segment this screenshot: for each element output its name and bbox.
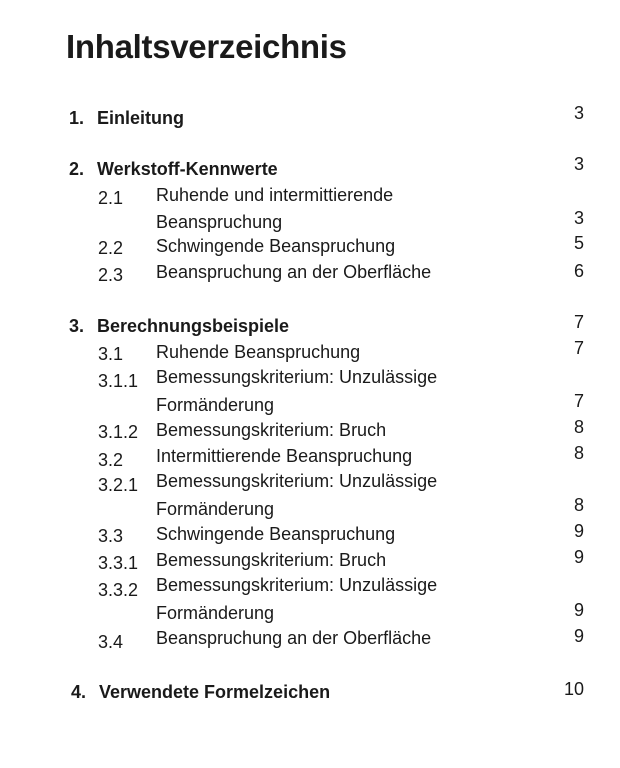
toc-page-number: 9 xyxy=(573,600,584,620)
toc-number: 2.1 xyxy=(98,188,124,208)
toc-page-number: 9 xyxy=(573,626,584,646)
toc-number: 3.4 xyxy=(98,632,124,652)
toc-text: Schwingende Beanspruchung xyxy=(156,524,396,544)
toc-section xyxy=(0,366,620,415)
toc-page-number: 3 xyxy=(573,154,584,174)
toc-section xyxy=(0,235,620,261)
toc-page-number: 8 xyxy=(573,417,584,437)
toc-number: 3.1 xyxy=(98,344,124,364)
toc-section xyxy=(0,574,620,623)
toc-page-number: 9 xyxy=(573,521,584,541)
toc-chapter xyxy=(0,154,620,184)
toc-text: Bemessungskriterium: Unzulässige xyxy=(156,471,438,491)
toc-text: Beanspruchung an der Oberfläche xyxy=(156,262,432,282)
toc-number: 3. xyxy=(69,316,85,336)
toc-page-number: 7 xyxy=(573,312,584,332)
toc-section xyxy=(0,184,620,232)
toc-number: 3.2.1 xyxy=(98,475,139,495)
toc-text: Bemessungskriterium: Bruch xyxy=(156,420,387,440)
toc-text-continuation: Formänderung xyxy=(156,603,275,623)
toc-number: 3.3.1 xyxy=(98,553,139,573)
toc-text: Berechnungsbeispiele xyxy=(97,316,290,336)
toc-number: 4. xyxy=(71,682,87,702)
toc-text: Einleitung xyxy=(97,108,184,128)
toc-text: Intermittierende Beanspruchung xyxy=(156,446,413,466)
toc-section xyxy=(0,627,620,653)
toc-number: 3.2 xyxy=(98,450,124,470)
toc-section xyxy=(0,419,620,445)
toc-number: 3.3 xyxy=(98,526,124,546)
toc-page-number: 10 xyxy=(563,679,584,699)
toc-number: 2.2 xyxy=(98,238,124,258)
toc-text-continuation: Formänderung xyxy=(156,499,275,519)
toc-text: Bemessungskriterium: Unzulässige xyxy=(156,575,438,595)
toc-section xyxy=(0,523,620,549)
toc-page-number: 7 xyxy=(573,391,584,411)
toc-page-number: 8 xyxy=(573,443,584,463)
toc-page-number: 3 xyxy=(573,103,584,123)
toc-page-number: 8 xyxy=(573,495,584,515)
toc-section xyxy=(0,445,620,471)
toc-text: Ruhende und intermittierende xyxy=(156,185,394,205)
toc-section xyxy=(0,549,620,575)
toc-text: Bemessungskriterium: Bruch xyxy=(156,550,387,570)
toc-number: 2.3 xyxy=(98,265,124,285)
toc-section xyxy=(0,261,620,287)
toc-text: Werkstoff-Kennwerte xyxy=(97,159,278,179)
toc-section xyxy=(0,470,620,519)
toc-chapter xyxy=(0,103,620,133)
toc-number: 2. xyxy=(69,159,85,179)
toc-page-number: 5 xyxy=(573,233,584,253)
toc-text: Schwingende Beanspruchung xyxy=(156,236,396,256)
toc-page-number: 9 xyxy=(573,547,584,567)
page-title: Inhaltsverzeichnis xyxy=(66,28,347,65)
toc-text: Ruhende Beanspruchung xyxy=(156,342,361,362)
toc-chapter xyxy=(0,681,620,707)
toc-page-number: 6 xyxy=(573,261,584,281)
toc-page-number: 7 xyxy=(573,338,584,358)
toc-number: 3.3.2 xyxy=(98,580,139,600)
toc-text: Verwendete Formelzeichen xyxy=(99,682,331,702)
toc-text-continuation: Beanspruchung xyxy=(156,212,283,232)
toc-page-number: 3 xyxy=(573,208,584,228)
toc-number: 3.1.2 xyxy=(98,422,139,442)
toc-chapter xyxy=(0,312,620,341)
toc-text: Beanspruchung an der Oberfläche xyxy=(156,628,432,648)
toc-text: Bemessungskriterium: Unzulässige xyxy=(156,367,438,387)
toc-text-continuation: Formänderung xyxy=(156,395,275,415)
toc-number: 1. xyxy=(69,108,85,128)
toc-section xyxy=(0,338,620,367)
toc-number: 3.1.1 xyxy=(98,371,139,391)
